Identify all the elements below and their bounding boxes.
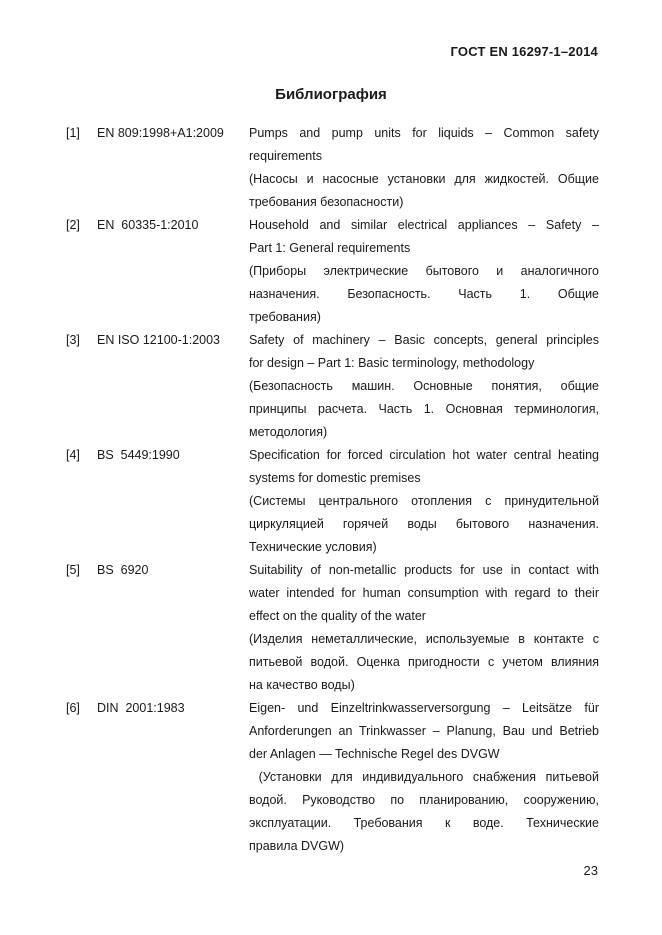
reference-title-line: Eigen- und Einzeltrinkwasserversorgung – Leitsätze für (249, 701, 599, 715)
reference-translation-line: водой. Руководство по планированию, сооружению, (249, 793, 599, 807)
reference-title-line: systems for domestic premises (249, 471, 421, 485)
reference-title-line: Pumps and pump units for liquids – Common safety (249, 126, 599, 140)
reference-code: BS 5449:1990 (97, 448, 180, 462)
reference-title-line: effect on the quality of the water (249, 609, 426, 623)
reference-5 (0, 559, 662, 697)
reference-translation-line: принципы расчета. Часть 1. Основная терминология, (249, 402, 599, 416)
reference-code: EN 60335-1:2010 (97, 218, 199, 232)
reference-title-line: requirements (249, 149, 322, 163)
reference-code: BS 6920 (97, 563, 149, 577)
reference-title-line: Household and similar electrical appliances – Safety – (249, 218, 599, 232)
reference-code: DIN 2001:1983 (97, 701, 185, 715)
reference-1 (0, 122, 662, 214)
reference-translation-line: требования) (249, 310, 321, 324)
reference-translation-line: (Насосы и насосные установки для жидкостей. Общие (249, 172, 599, 186)
reference-number: [3] (66, 333, 80, 347)
reference-translation-line: (Системы центрального отопления с принудительной (249, 494, 599, 508)
reference-translation-line: назначения. Безопасность. Часть 1. Общие (249, 287, 599, 301)
reference-translation-line: (Безопасность машин. Основные понятия, общие (249, 379, 599, 393)
reference-translation-line: на качество воды) (249, 678, 355, 692)
reference-number: [5] (66, 563, 80, 577)
reference-translation-line: циркуляцией горячей воды бытового назначения. (249, 517, 599, 531)
page-number: 23 (583, 863, 598, 878)
reference-title-line: Anforderungen an Trinkwasser – Planung, Bau und Betrieb (249, 724, 599, 738)
reference-code: EN ISO 12100-1:2003 (97, 333, 220, 347)
reference-4 (0, 444, 662, 559)
reference-translation-line: методология) (249, 425, 328, 439)
reference-translation-line: (Установки для индивидуального снабжения питьевой (249, 770, 599, 784)
reference-title-line: water intended for human consumption with regard to their (249, 586, 599, 600)
reference-title-line: for design – Part 1: Basic terminology, methodology (249, 356, 535, 370)
reference-title-line: Suitability of non-metallic products for use in contact with (249, 563, 599, 577)
reference-title-line: Specification for forced circulation hot water central heating (249, 448, 599, 462)
page-title: Библиография (275, 86, 387, 103)
reference-number: [2] (66, 218, 80, 232)
reference-translation-line: (Изделия неметаллические, используемые в контакте с (249, 632, 599, 646)
reference-6 (0, 697, 662, 858)
reference-translation-line: Технические условия) (249, 540, 377, 554)
reference-title-line: der Anlagen — Technische Regel des DVGW (249, 747, 500, 761)
reference-code: EN 809:1998+A1:2009 (97, 126, 224, 140)
document-header: ГОСТ EN 16297-1–2014 (450, 44, 598, 59)
bibliography-list (0, 122, 662, 858)
reference-translation-line: эксплуатации. Требования к воде. Технические (249, 816, 599, 830)
reference-number: [4] (66, 448, 80, 462)
reference-number: [6] (66, 701, 80, 715)
reference-translation-line: требования безопасности) (249, 195, 404, 209)
reference-translation-line: (Приборы электрические бытового и аналогичного (249, 264, 599, 278)
reference-3 (0, 329, 662, 444)
reference-2 (0, 214, 662, 329)
reference-number: [1] (66, 126, 80, 140)
reference-translation-line: правила DVGW) (249, 839, 345, 853)
reference-translation-line: питьевой водой. Оценка пригодности с учетом влияния (249, 655, 599, 669)
reference-title-line: Safety of machinery – Basic concepts, general principles (249, 333, 599, 347)
reference-title-line: Part 1: General requirements (249, 241, 411, 255)
